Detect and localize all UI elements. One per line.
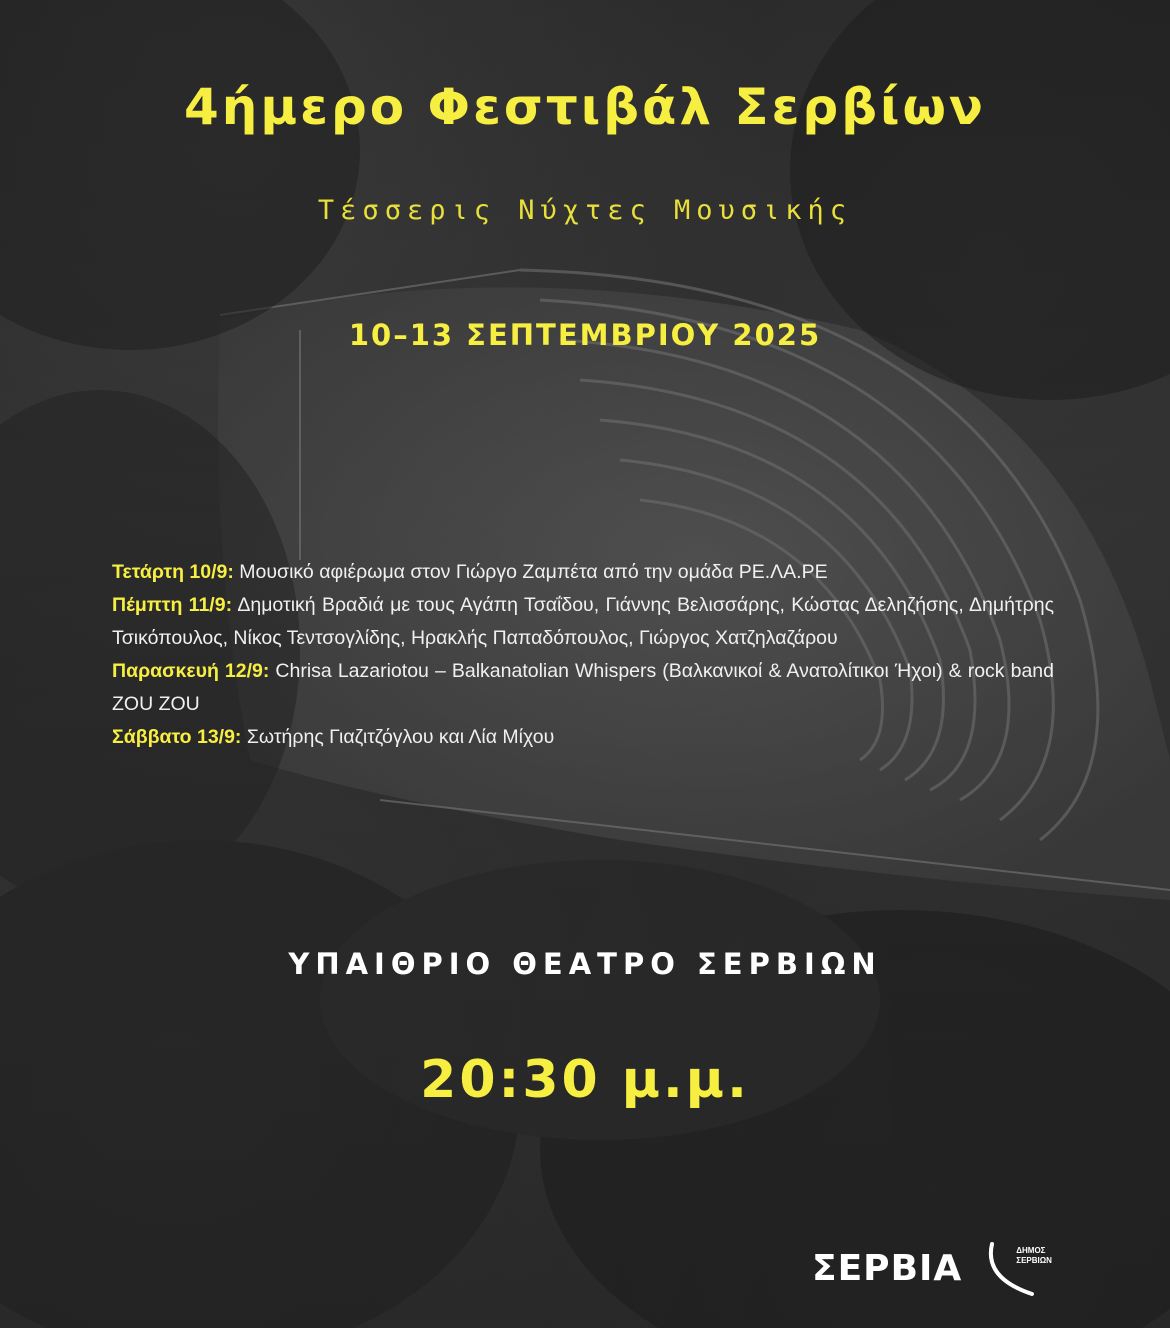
- program-text: Μουσικό αφιέρωμα στον Γιώργο Ζαμπέτα από την ομάδα ΡΕ.ΛΑ.ΡΕ: [233, 561, 828, 583]
- festival-dates: 10–13 ΣΕΠΤΕΜΒΡΙΟΥ 2025: [348, 318, 822, 352]
- program-day: Πέμπτη 11/9:: [112, 594, 233, 616]
- logo-mark: [982, 1238, 1052, 1298]
- program-day: Σάββατο 13/9:: [112, 726, 242, 748]
- program-entry: [112, 655, 1054, 721]
- program-entry: [112, 556, 1054, 589]
- program-day: Παρασκευή 12/9:: [112, 660, 270, 682]
- logo-wordmark: ΣΕΡΒΙΑ: [812, 1247, 963, 1289]
- festival-title: 4ήμερο Φεστιβάλ Σερβίων: [184, 78, 986, 136]
- venue-name: ΥΠΑΙΘΡΙΟ ΘΕΑΤΡΟ ΣΕΡΒΙΩΝ: [288, 947, 882, 981]
- program-day: Τετάρτη 10/9:: [112, 561, 234, 583]
- program-entry: [112, 721, 1054, 754]
- festival-subtitle: Τέσσερις Νύχτες Μουσικής: [317, 195, 853, 226]
- program-list: [112, 556, 1054, 754]
- program-text: Δημοτική Βραδιά με τους Αγάπη Τσαΐδου, Γιάννης Βελισσάρης, Κώστας Δεληζήσης, Δημήτρης Τσικόπουλος, Νίκος Τεντσογλίδης, Ηρακλής Παπαδόπουλος, Γιώργος Χατζηλαζάρου: [112, 594, 1054, 649]
- event-time: 20:30 μ.μ.: [420, 1050, 750, 1110]
- logo-subtext-line1: ΔΗΜΟΣ: [1016, 1246, 1046, 1255]
- program-text: Chrisa Lazariotou – Balkanatolian Whispers (Βαλκανικοί & Ανατολίτικοι Ήχοι) & rock band ZOU ZOU: [112, 660, 1054, 715]
- program-text: Σωτήρης Γιαζιτζόγλου και Λία Μίχου: [241, 726, 555, 748]
- logo-subtext-line2: ΣΕΡΒΙΩΝ: [1016, 1256, 1052, 1265]
- municipality-logo: [812, 1238, 1052, 1298]
- logo-subtext: [1016, 1246, 1052, 1266]
- program-entry: [112, 589, 1054, 655]
